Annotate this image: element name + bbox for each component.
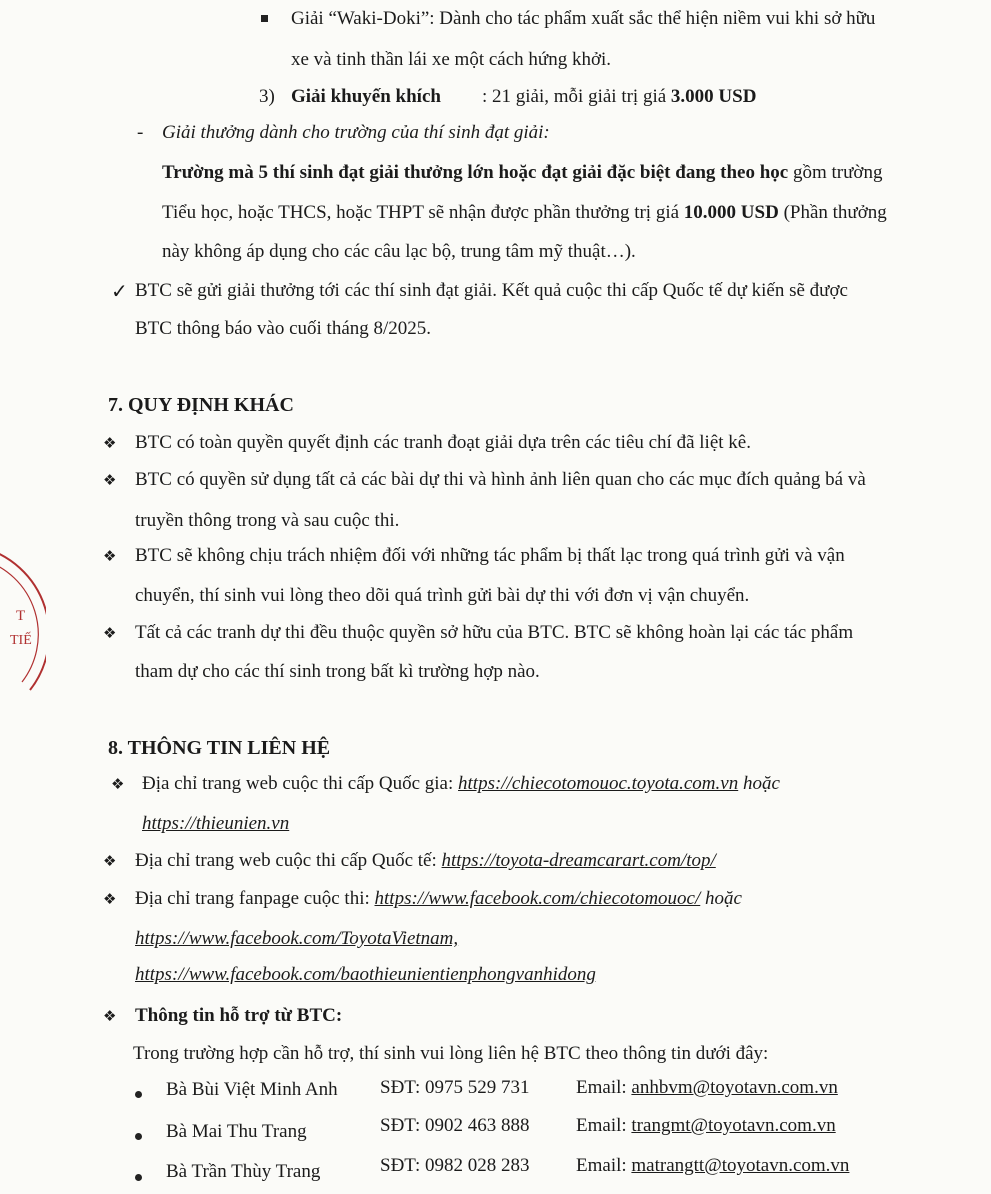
fanpage-link-1[interactable]: https://www.facebook.com/chiecotomouoc/ bbox=[374, 888, 701, 909]
diamond-bullet-icon: ❖ bbox=[103, 547, 117, 565]
email-label: Email: bbox=[576, 1115, 632, 1136]
email-link[interactable]: anhbvm@toyotavn.com.vn bbox=[631, 1077, 838, 1098]
school-prize-line-3: này không áp dụng cho các câu lạc bộ, trung tâm mỹ thuật…). bbox=[162, 241, 636, 262]
waki-doki-line-2: xe và tinh thần lái xe một cách hứng khởi. bbox=[291, 49, 612, 70]
encouragement-label: Giải khuyến khích bbox=[291, 86, 441, 107]
email-label: Email: bbox=[576, 1077, 632, 1098]
contact-phone: SĐT: 0902 463 888 bbox=[380, 1115, 530, 1136]
rule-4-line-2: tham dự cho các thí sinh trong bất kì trường hợp nào. bbox=[135, 661, 540, 682]
contact-phone: SĐT: 0982 028 283 bbox=[380, 1155, 530, 1176]
diamond-bullet-icon: ❖ bbox=[103, 852, 117, 870]
round-bullet-icon bbox=[135, 1091, 142, 1098]
diamond-bullet-icon: ❖ bbox=[103, 434, 117, 452]
school-prize-condition-rest: gồm trường bbox=[788, 162, 883, 183]
encouragement-value: 3.000 USD bbox=[670, 86, 757, 107]
fanpage-link-2[interactable]: https://www.facebook.com/ToyotaVietnam, bbox=[135, 928, 459, 949]
fanpage-line bbox=[135, 887, 742, 911]
round-bullet-icon bbox=[135, 1133, 142, 1140]
support-title: Thông tin hỗ trợ từ BTC: bbox=[135, 1005, 343, 1026]
email-label: Email: bbox=[576, 1155, 632, 1176]
contact-name: Bà Mai Thu Trang bbox=[166, 1121, 307, 1142]
or-text: hoặc bbox=[738, 773, 780, 794]
check-icon: ✓ bbox=[111, 279, 128, 303]
contact-email bbox=[576, 1076, 838, 1100]
section-7-title: 7. QUY ĐỊNH KHÁC bbox=[108, 394, 294, 416]
rule-4-line-1: Tất cả các tranh dự thi đều thuộc quyền sở hữu của BTC. BTC sẽ không hoàn lại các tác phẩm bbox=[135, 622, 854, 643]
contact-name: Bà Bùi Việt Minh Anh bbox=[166, 1079, 338, 1100]
rule-3-line-1: BTC sẽ không chịu trách nhiệm đối với những tác phẩm bị thất lạc trong quá trình gửi và vận bbox=[135, 545, 845, 566]
or-text: hoặc bbox=[700, 888, 742, 909]
school-prize-text-b: (Phần thưởng bbox=[778, 202, 887, 223]
school-prize-condition: Trường mà 5 thí sinh đạt giải thưởng lớn hoặc đạt giải đặc biệt đang theo học bbox=[162, 162, 789, 183]
diamond-bullet-icon: ❖ bbox=[103, 1007, 117, 1025]
btc-results-line-1: BTC sẽ gửi giải thưởng tới các thí sinh đạt giải. Kết quả cuộc thi cấp Quốc tế dự kiến sẽ được bbox=[135, 280, 848, 301]
international-site-link[interactable]: https://toyota-dreamcarart.com/top/ bbox=[441, 850, 716, 871]
diamond-bullet-icon: ❖ bbox=[103, 890, 117, 908]
diamond-bullet-icon: ❖ bbox=[111, 775, 125, 793]
school-prize-value: 10.000 USD bbox=[683, 202, 779, 223]
school-prize-line-2 bbox=[162, 201, 887, 225]
national-site-line bbox=[142, 772, 780, 796]
rule-2-line-1: BTC có quyền sử dụng tất cả các bài dự thi và hình ảnh liên quan cho các mục đích quảng bá và bbox=[135, 469, 866, 490]
fanpage-link-3[interactable]: https://www.facebook.com/baothieunientienphongvanhidong bbox=[135, 964, 596, 985]
stamp-fragment: T bbox=[16, 608, 26, 624]
waki-doki-line-1: Giải “Waki-Doki”: Dành cho tác phẩm xuất sắc thể hiện niềm vui khi sở hữu bbox=[291, 8, 876, 29]
stamp-fragment: TIẾ bbox=[10, 633, 32, 648]
square-bullet-icon bbox=[261, 15, 268, 22]
section-8-title: 8. THÔNG TIN LIÊN HỆ bbox=[108, 737, 331, 759]
school-prize-text-a: Tiểu học, hoặc THCS, hoặc THPT sẽ nhận được phần thưởng trị giá bbox=[162, 202, 684, 223]
encouragement-number: 3) bbox=[259, 86, 275, 107]
diamond-bullet-icon: ❖ bbox=[103, 471, 117, 489]
support-intro: Trong trường hợp cần hỗ trợ, thí sinh vui lòng liên hệ BTC theo thông tin dưới đây: bbox=[133, 1043, 769, 1064]
school-prize-line-1 bbox=[162, 161, 882, 185]
rule-1: BTC có toàn quyền quyết định các tranh đoạt giải dựa trên các tiêu chí đã liệt kê. bbox=[135, 432, 751, 453]
contact-name: Bà Trần Thùy Trang bbox=[166, 1161, 321, 1182]
thieunien-link[interactable]: https://thieunien.vn bbox=[142, 813, 290, 834]
round-bullet-icon bbox=[135, 1174, 142, 1181]
international-site-line bbox=[135, 849, 716, 873]
national-site-label: Địa chỉ trang web cuộc thi cấp Quốc gia: bbox=[142, 773, 459, 794]
school-prize-heading: Giải thưởng dành cho trường của thí sinh đạt giải: bbox=[162, 122, 550, 143]
partial-red-stamp bbox=[0, 540, 46, 710]
encouragement-count: : 21 giải, mỗi giải trị giá bbox=[482, 86, 667, 107]
international-site-label: Địa chỉ trang web cuộc thi cấp Quốc tế: bbox=[135, 850, 442, 871]
rule-2-line-2: truyền thông trong và sau cuộc thi. bbox=[135, 510, 400, 531]
contact-email bbox=[576, 1154, 849, 1178]
rule-3-line-2: chuyển, thí sinh vui lòng theo dõi quá trình gửi bài dự thi với đơn vị vận chuyển. bbox=[135, 585, 750, 606]
national-site-link[interactable]: https://chiecotomouoc.toyota.com.vn bbox=[458, 773, 739, 794]
contact-email bbox=[576, 1114, 836, 1138]
encouragement-text bbox=[482, 85, 756, 109]
diamond-bullet-icon: ❖ bbox=[103, 624, 117, 642]
btc-results-line-2: BTC thông báo vào cuối tháng 8/2025. bbox=[135, 318, 432, 339]
fanpage-label: Địa chỉ trang fanpage cuộc thi: bbox=[135, 888, 375, 909]
email-link[interactable]: trangmt@toyotavn.com.vn bbox=[631, 1115, 836, 1136]
email-link[interactable]: matrangtt@toyotavn.com.vn bbox=[631, 1155, 850, 1176]
contact-phone: SĐT: 0975 529 731 bbox=[380, 1077, 530, 1098]
dash-bullet: - bbox=[137, 122, 144, 143]
